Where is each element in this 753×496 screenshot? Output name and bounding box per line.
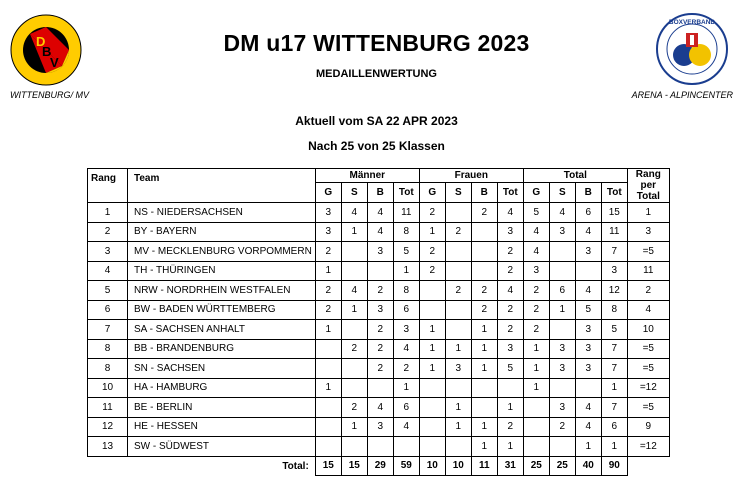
cell-t-2: 4 bbox=[575, 417, 601, 437]
cell-m-2: 3 bbox=[367, 300, 393, 320]
cell-m-1 bbox=[341, 261, 367, 281]
total-f-0: 10 bbox=[419, 456, 445, 476]
header-team: Team bbox=[128, 169, 316, 203]
total-m-3: 59 bbox=[393, 456, 419, 476]
svg-text:BOXVERBAND: BOXVERBAND bbox=[668, 19, 716, 26]
table-row bbox=[88, 242, 670, 262]
cell-rang: 6 bbox=[88, 300, 128, 320]
cell-f-2: 2 bbox=[471, 203, 497, 223]
cell-m-0: 1 bbox=[315, 320, 341, 340]
cell-t-1 bbox=[549, 320, 575, 340]
cell-t-3: 7 bbox=[601, 359, 627, 379]
cell-t-2: 1 bbox=[575, 437, 601, 457]
cell-t-3: 6 bbox=[601, 417, 627, 437]
cell-m-1 bbox=[341, 378, 367, 398]
cell-m-2: 4 bbox=[367, 203, 393, 223]
cell-f-0: 2 bbox=[419, 261, 445, 281]
subheader-m-tot: Tot bbox=[393, 182, 419, 202]
cell-team: NS - NIEDERSACHSEN bbox=[128, 203, 316, 223]
cell-f-3: 3 bbox=[497, 339, 523, 359]
header-rang-per-total: Rang per Total bbox=[627, 169, 669, 203]
location-right: ARENA - ALPINCENTER bbox=[631, 90, 733, 100]
cell-t-2: 4 bbox=[575, 398, 601, 418]
cell-f-1 bbox=[445, 378, 471, 398]
cell-t-0 bbox=[523, 437, 549, 457]
cell-m-2 bbox=[367, 261, 393, 281]
cell-f-2 bbox=[471, 242, 497, 262]
svg-text:B: B bbox=[42, 44, 52, 59]
cell-m-3: 3 bbox=[393, 320, 419, 340]
cell-m-0: 1 bbox=[315, 378, 341, 398]
cell-team: BY - BAYERN bbox=[128, 222, 316, 242]
cell-f-3: 1 bbox=[497, 437, 523, 457]
date-line: Aktuell vom SA 22 APR 2023 bbox=[295, 114, 458, 128]
cell-f-3 bbox=[497, 378, 523, 398]
cell-f-0 bbox=[419, 437, 445, 457]
subheader-m-b: B bbox=[367, 182, 393, 202]
medal-table bbox=[87, 168, 670, 476]
cell-f-2 bbox=[471, 222, 497, 242]
subheader-t-s: S bbox=[549, 182, 575, 202]
cell-t-2: 3 bbox=[575, 320, 601, 340]
cell-rang-per-total: 3 bbox=[627, 222, 669, 242]
cell-team: SA - SACHSEN ANHALT bbox=[128, 320, 316, 340]
cell-f-3: 2 bbox=[497, 320, 523, 340]
cell-t-1: 1 bbox=[549, 300, 575, 320]
cell-f-0: 2 bbox=[419, 203, 445, 223]
cell-m-3: 5 bbox=[393, 242, 419, 262]
table-row bbox=[88, 300, 670, 320]
cell-t-2: 3 bbox=[575, 359, 601, 379]
subheader-f-b: B bbox=[471, 182, 497, 202]
cell-f-3: 2 bbox=[497, 242, 523, 262]
total-label: Total: bbox=[128, 456, 316, 476]
cell-m-2: 3 bbox=[367, 417, 393, 437]
cell-t-0: 1 bbox=[523, 378, 549, 398]
subheader-m-g: G bbox=[315, 182, 341, 202]
cell-t-0: 2 bbox=[523, 300, 549, 320]
cell-m-0: 1 bbox=[315, 261, 341, 281]
cell-t-3: 3 bbox=[601, 261, 627, 281]
total-f-1: 10 bbox=[445, 456, 471, 476]
page-title: DM u17 WITTENBURG 2023 bbox=[223, 30, 530, 56]
cell-m-2: 4 bbox=[367, 222, 393, 242]
location-left: WITTENBURG/ MV bbox=[10, 90, 89, 100]
cell-f-2: 2 bbox=[471, 300, 497, 320]
cell-m-1: 2 bbox=[341, 339, 367, 359]
total-m-1: 15 bbox=[341, 456, 367, 476]
classes-line: Nach 25 von 25 Klassen bbox=[308, 139, 445, 153]
cell-m-0: 3 bbox=[315, 203, 341, 223]
cell-t-0 bbox=[523, 398, 549, 418]
cell-m-3: 6 bbox=[393, 300, 419, 320]
cell-f-0 bbox=[419, 281, 445, 301]
cell-m-3: 6 bbox=[393, 398, 419, 418]
cell-f-0: 1 bbox=[419, 359, 445, 379]
cell-rang-per-total: 4 bbox=[627, 300, 669, 320]
page-subtitle: MEDAILLENWERTUNG bbox=[316, 68, 437, 80]
cell-rang-per-total: 1 bbox=[627, 203, 669, 223]
cell-team: HE - HESSEN bbox=[128, 417, 316, 437]
table-row bbox=[88, 281, 670, 301]
total-f-3: 31 bbox=[497, 456, 523, 476]
cell-f-1: 2 bbox=[445, 281, 471, 301]
total-t-3: 90 bbox=[601, 456, 627, 476]
cell-m-1: 4 bbox=[341, 203, 367, 223]
table-body bbox=[88, 203, 670, 476]
cell-rang: 10 bbox=[88, 378, 128, 398]
subheader-t-g: G bbox=[523, 182, 549, 202]
cell-t-2: 4 bbox=[575, 281, 601, 301]
cell-f-1: 1 bbox=[445, 398, 471, 418]
cell-t-3: 7 bbox=[601, 398, 627, 418]
cell-t-2: 5 bbox=[575, 300, 601, 320]
cell-rang: 8 bbox=[88, 359, 128, 379]
cell-t-0: 2 bbox=[523, 281, 549, 301]
cell-m-3: 4 bbox=[393, 339, 419, 359]
total-end-blank bbox=[627, 456, 669, 476]
cell-f-1 bbox=[445, 437, 471, 457]
cell-f-2: 1 bbox=[471, 417, 497, 437]
cell-f-1 bbox=[445, 242, 471, 262]
subheader-t-b: B bbox=[575, 182, 601, 202]
cell-m-1: 4 bbox=[341, 281, 367, 301]
cell-rang: 1 bbox=[88, 203, 128, 223]
cell-team: SN - SACHSEN bbox=[128, 359, 316, 379]
cell-t-1 bbox=[549, 261, 575, 281]
cell-f-0: 1 bbox=[419, 222, 445, 242]
header-group-total: Total bbox=[523, 169, 627, 183]
cell-rang-per-total: =5 bbox=[627, 359, 669, 379]
cell-m-1 bbox=[341, 320, 367, 340]
cell-m-3: 1 bbox=[393, 261, 419, 281]
header-group-frauen: Frauen bbox=[419, 169, 523, 183]
cell-t-1: 2 bbox=[549, 417, 575, 437]
cell-f-1 bbox=[445, 203, 471, 223]
total-m-0: 15 bbox=[315, 456, 341, 476]
table-row bbox=[88, 359, 670, 379]
cell-t-3: 7 bbox=[601, 339, 627, 359]
cell-rang: 4 bbox=[88, 261, 128, 281]
subheader-f-s: S bbox=[445, 182, 471, 202]
cell-m-2: 2 bbox=[367, 281, 393, 301]
subheader-f-tot: Tot bbox=[497, 182, 523, 202]
cell-f-0 bbox=[419, 398, 445, 418]
cell-f-1: 1 bbox=[445, 417, 471, 437]
cell-m-2 bbox=[367, 437, 393, 457]
cell-m-2: 2 bbox=[367, 339, 393, 359]
cell-m-3: 2 bbox=[393, 359, 419, 379]
cell-f-2 bbox=[471, 398, 497, 418]
cell-t-0: 4 bbox=[523, 222, 549, 242]
cell-m-0 bbox=[315, 437, 341, 457]
cell-team: SW - SÜDWEST bbox=[128, 437, 316, 457]
cell-m-3: 8 bbox=[393, 281, 419, 301]
cell-f-2: 2 bbox=[471, 281, 497, 301]
cell-team: NRW - NORDRHEIN WESTFALEN bbox=[128, 281, 316, 301]
subheader-t-tot: Tot bbox=[601, 182, 627, 202]
cell-t-0: 1 bbox=[523, 339, 549, 359]
cell-m-3: 11 bbox=[393, 203, 419, 223]
cell-t-0: 2 bbox=[523, 320, 549, 340]
table-row bbox=[88, 417, 670, 437]
cell-rang-per-total: 10 bbox=[627, 320, 669, 340]
cell-rang: 5 bbox=[88, 281, 128, 301]
cell-m-0: 3 bbox=[315, 222, 341, 242]
cell-f-2 bbox=[471, 261, 497, 281]
table-row bbox=[88, 261, 670, 281]
cell-rang: 12 bbox=[88, 417, 128, 437]
svg-text:D: D bbox=[36, 34, 46, 49]
cell-m-1 bbox=[341, 242, 367, 262]
table-row bbox=[88, 222, 670, 242]
cell-m-0 bbox=[315, 339, 341, 359]
table-row bbox=[88, 203, 670, 223]
cell-m-3: 8 bbox=[393, 222, 419, 242]
total-t-0: 25 bbox=[523, 456, 549, 476]
cell-rang: 13 bbox=[88, 437, 128, 457]
cell-f-3: 1 bbox=[497, 398, 523, 418]
cell-t-0: 3 bbox=[523, 261, 549, 281]
cell-t-1: 3 bbox=[549, 339, 575, 359]
cell-t-3: 15 bbox=[601, 203, 627, 223]
cell-t-3: 1 bbox=[601, 378, 627, 398]
cell-t-3: 12 bbox=[601, 281, 627, 301]
total-t-1: 25 bbox=[549, 456, 575, 476]
cell-f-3: 4 bbox=[497, 281, 523, 301]
cell-m-3: 4 bbox=[393, 417, 419, 437]
cell-m-0 bbox=[315, 359, 341, 379]
cell-team: TH - THÜRINGEN bbox=[128, 261, 316, 281]
cell-t-3: 1 bbox=[601, 437, 627, 457]
cell-t-1 bbox=[549, 378, 575, 398]
table-row bbox=[88, 437, 670, 457]
cell-m-0 bbox=[315, 398, 341, 418]
cell-f-1: 1 bbox=[445, 339, 471, 359]
cell-f-0 bbox=[419, 300, 445, 320]
cell-f-2: 1 bbox=[471, 320, 497, 340]
cell-m-1: 1 bbox=[341, 300, 367, 320]
cell-rang-per-total: 9 bbox=[627, 417, 669, 437]
cell-t-3: 11 bbox=[601, 222, 627, 242]
table-row bbox=[88, 398, 670, 418]
cell-f-1: 2 bbox=[445, 222, 471, 242]
svg-text:V: V bbox=[50, 55, 59, 70]
cell-t-3: 5 bbox=[601, 320, 627, 340]
cell-t-0 bbox=[523, 417, 549, 437]
cell-f-3: 2 bbox=[497, 300, 523, 320]
cell-f-0 bbox=[419, 378, 445, 398]
cell-f-1 bbox=[445, 300, 471, 320]
cell-t-0: 1 bbox=[523, 359, 549, 379]
cell-f-2: 1 bbox=[471, 437, 497, 457]
cell-m-1 bbox=[341, 437, 367, 457]
cell-f-0: 2 bbox=[419, 242, 445, 262]
cell-team: BW - BADEN WÜRTTEMBERG bbox=[128, 300, 316, 320]
cell-rang-per-total: =12 bbox=[627, 437, 669, 457]
cell-t-0: 5 bbox=[523, 203, 549, 223]
cell-f-2: 1 bbox=[471, 359, 497, 379]
table-row bbox=[88, 378, 670, 398]
cell-f-3: 3 bbox=[497, 222, 523, 242]
subheader-f-g: G bbox=[419, 182, 445, 202]
cell-f-0: 1 bbox=[419, 339, 445, 359]
cell-m-2: 3 bbox=[367, 242, 393, 262]
cell-f-3: 4 bbox=[497, 203, 523, 223]
cell-m-0 bbox=[315, 417, 341, 437]
cell-f-1 bbox=[445, 261, 471, 281]
cell-t-3: 7 bbox=[601, 242, 627, 262]
header-group-maenner: Männer bbox=[315, 169, 419, 183]
cell-m-0: 2 bbox=[315, 300, 341, 320]
cell-f-3: 2 bbox=[497, 261, 523, 281]
cell-m-3: 1 bbox=[393, 378, 419, 398]
cell-m-1: 2 bbox=[341, 398, 367, 418]
cell-f-0 bbox=[419, 417, 445, 437]
cell-team: BB - BRANDENBURG bbox=[128, 339, 316, 359]
subheader-m-s: S bbox=[341, 182, 367, 202]
cell-rang-per-total: 2 bbox=[627, 281, 669, 301]
cell-team: BE - BERLIN bbox=[128, 398, 316, 418]
total-m-2: 29 bbox=[367, 456, 393, 476]
cell-m-1: 1 bbox=[341, 417, 367, 437]
cell-t-2 bbox=[575, 261, 601, 281]
cell-f-1 bbox=[445, 320, 471, 340]
cell-m-2: 2 bbox=[367, 359, 393, 379]
cell-rang-per-total: =5 bbox=[627, 339, 669, 359]
cell-f-2 bbox=[471, 378, 497, 398]
cell-t-1 bbox=[549, 242, 575, 262]
cell-rang-per-total: =5 bbox=[627, 398, 669, 418]
cell-team: HA - HAMBURG bbox=[128, 378, 316, 398]
total-t-2: 40 bbox=[575, 456, 601, 476]
cell-t-2: 3 bbox=[575, 242, 601, 262]
cell-m-3 bbox=[393, 437, 419, 457]
cell-t-1: 3 bbox=[549, 222, 575, 242]
cell-t-2: 6 bbox=[575, 203, 601, 223]
cell-rang: 3 bbox=[88, 242, 128, 262]
cell-t-2: 4 bbox=[575, 222, 601, 242]
cell-t-3: 8 bbox=[601, 300, 627, 320]
cell-t-1 bbox=[549, 437, 575, 457]
cell-rang: 2 bbox=[88, 222, 128, 242]
cell-t-2: 3 bbox=[575, 339, 601, 359]
cell-m-2: 2 bbox=[367, 320, 393, 340]
cell-t-1: 4 bbox=[549, 203, 575, 223]
cell-m-1 bbox=[341, 359, 367, 379]
cell-t-1: 3 bbox=[549, 398, 575, 418]
cell-team: MV - MECKLENBURG VORPOMMERN bbox=[128, 242, 316, 262]
cell-t-0: 4 bbox=[523, 242, 549, 262]
cell-f-1: 3 bbox=[445, 359, 471, 379]
cell-m-2 bbox=[367, 378, 393, 398]
cell-m-0: 2 bbox=[315, 242, 341, 262]
cell-rang-per-total: =5 bbox=[627, 242, 669, 262]
cell-m-1: 1 bbox=[341, 222, 367, 242]
cell-m-0: 2 bbox=[315, 281, 341, 301]
total-row bbox=[88, 456, 670, 476]
cell-f-3: 2 bbox=[497, 417, 523, 437]
cell-rang: 8 bbox=[88, 339, 128, 359]
cell-t-1: 3 bbox=[549, 359, 575, 379]
cell-f-2: 1 bbox=[471, 339, 497, 359]
cell-rang: 11 bbox=[88, 398, 128, 418]
cell-rang-per-total: =12 bbox=[627, 378, 669, 398]
cell-rang: 7 bbox=[88, 320, 128, 340]
cell-m-2: 4 bbox=[367, 398, 393, 418]
total-blank bbox=[88, 456, 128, 476]
cell-f-3: 5 bbox=[497, 359, 523, 379]
cell-t-1: 6 bbox=[549, 281, 575, 301]
cell-rang-per-total: 11 bbox=[627, 261, 669, 281]
total-f-2: 11 bbox=[471, 456, 497, 476]
table-row bbox=[88, 339, 670, 359]
cell-f-0: 1 bbox=[419, 320, 445, 340]
cell-t-2 bbox=[575, 378, 601, 398]
header-rang: Rang bbox=[88, 169, 128, 203]
table-row bbox=[88, 320, 670, 340]
